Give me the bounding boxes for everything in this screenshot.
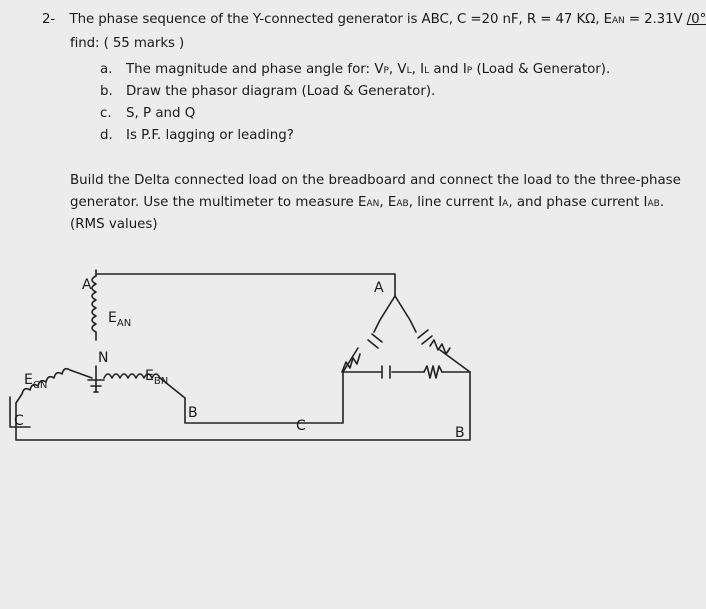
question-line-2: find: ( 55 marks ) [70, 36, 185, 51]
capacitor-bc [382, 366, 390, 378]
question-ean-sub: AN [611, 16, 625, 26]
load-right-leg [440, 350, 470, 372]
instr-sub: A [502, 199, 509, 209]
instr-text: , line current I [408, 195, 503, 210]
instr-text: . [659, 195, 665, 210]
list-sub: L [424, 66, 430, 76]
instr-sub: AN [366, 199, 380, 209]
list-sub: P [466, 66, 473, 76]
list-item-text: and I [429, 62, 467, 77]
instructions-line-3: (RMS values) [70, 217, 158, 232]
coil-an [92, 276, 96, 340]
gen-label-n: N [98, 350, 109, 366]
list-item-text: , V [388, 62, 407, 77]
list-mark: b. [100, 84, 113, 99]
list-mark: c. [100, 106, 112, 121]
resistor-bc [424, 366, 442, 378]
list-mark: d. [100, 128, 113, 143]
instr-text: , E [379, 195, 397, 210]
load-branch-ac [395, 296, 416, 332]
resistor-ac [430, 340, 450, 354]
list-sub: P [383, 66, 389, 76]
list-item-text: The magnitude and phase angle for: V [126, 62, 384, 77]
list-item-text: S, P and Q [126, 106, 196, 121]
gen-label-c: C [14, 413, 24, 429]
question-number: 2- [42, 12, 56, 27]
wire-line-b [185, 372, 343, 423]
list-item-text: (Load & Generator). [472, 62, 611, 77]
instr-text: , and phase current I [508, 195, 648, 210]
load-label-c: C [296, 418, 306, 434]
load-label-b: B [455, 425, 465, 441]
question-ean-value: = 2.31V [624, 12, 687, 27]
instr-sub: AB [647, 199, 660, 209]
capacitor-ab [368, 334, 382, 348]
list-item-text: , I [411, 62, 425, 77]
list-mark: a. [100, 62, 113, 77]
list-item-text: Is P.F. lagging or leading? [126, 128, 294, 143]
wire-line-c [16, 372, 470, 440]
ean-label: $E_{AN}$ [108, 310, 132, 329]
wire-line-a [96, 270, 395, 296]
list-item-text: Draw the phasor diagram (Load & Generator). [126, 84, 436, 99]
load-label-a: A [374, 280, 384, 296]
capacitor-ac [418, 330, 432, 344]
instructions-line-1: Build the Delta connected load on the breadboard and connect the load to the three-phase [70, 173, 681, 188]
instr-sub: AB [396, 199, 409, 209]
question-angle: /0° [686, 12, 706, 27]
gen-label-b: B [188, 405, 198, 421]
ebn-label: $E_{BN}$ [145, 368, 169, 387]
instr-text: generator. Use the multimeter to measure E [70, 195, 367, 210]
list-sub: L [406, 66, 412, 76]
gen-label-a: A [82, 277, 92, 293]
ecn-label: $E_{CN}$ [24, 372, 48, 391]
question-text: The phase sequence of the Y-connected generator is ABC, C =20 nF, R = 47 KΩ, E [69, 12, 612, 27]
load-branch-ab [374, 296, 395, 332]
